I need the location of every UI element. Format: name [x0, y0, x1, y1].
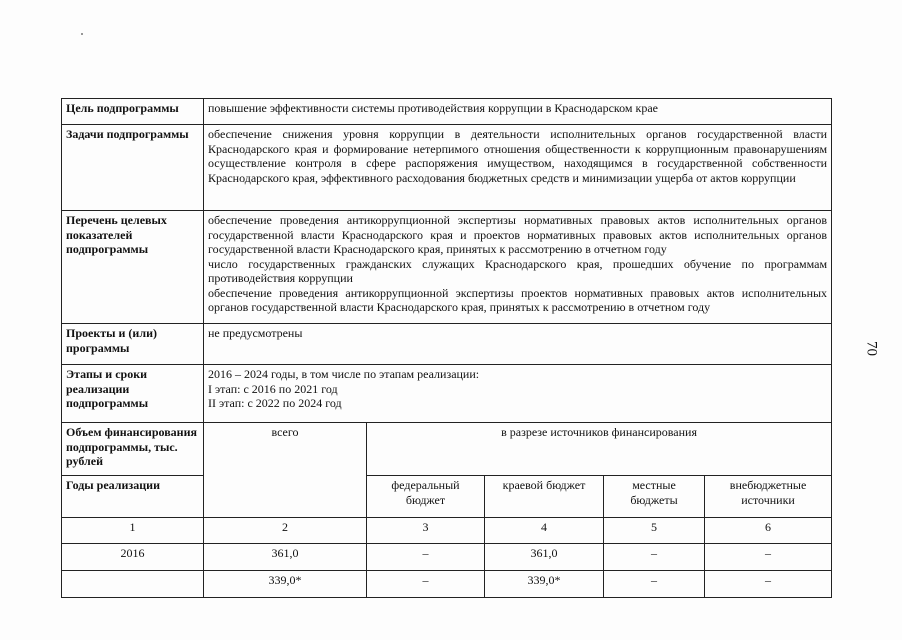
years-label: Годы реализации: [62, 476, 204, 518]
column-number: 5: [604, 518, 705, 544]
subprogram-passport-table: [61, 98, 832, 598]
stages-text: [204, 365, 832, 423]
projects-label: Проекты и (или) программы: [62, 324, 204, 365]
indicators-label: Перечень целевых показателей подпрограммы: [62, 211, 204, 324]
indicator-item: число государственных гражданских служащих Краснодарского края, прошедших обучение по программам противодействия коррупции: [208, 256, 828, 285]
indicator-item: обеспечение проведения антикоррупционной экспертизы нормативных правовых актов исполнительных органов государственной власти Краснодарского края и проектов нормативных правовых актов исполнительных органов государственной власти Краснодарского края, принятых к рассмотрению в отчетном году: [208, 213, 828, 256]
regional-budget-header: краевой бюджет: [485, 476, 604, 518]
funding-subheader-row: [62, 476, 832, 518]
goal-label: Цель подпрограммы: [62, 99, 204, 125]
projects-row: [62, 324, 832, 365]
federal-cell: –: [367, 544, 485, 571]
stages-label: Этапы и сроки реализации подпрограммы: [62, 365, 204, 423]
page-number: 70: [863, 341, 880, 356]
funding-label: Объем финансирования подпрограммы, тыс. рублей: [62, 423, 204, 476]
year-cell: [62, 571, 204, 598]
column-number: 6: [705, 518, 832, 544]
stages-line: 2016 – 2024 годы, в том числе по этапам реализации:: [208, 367, 480, 381]
regional-cell: 339,0*: [485, 571, 604, 598]
indicators-row: [62, 211, 832, 324]
indicator-item: обеспечение проведения антикоррупционной экспертизы проектов нормативных правовых актов исполнительных органов государственной власти Краснодарского края, принятых к рассмотрению в отчетном году: [208, 285, 828, 314]
funding-header-row: [62, 423, 832, 476]
federal-cell: –: [367, 571, 485, 598]
local-budgets-header: местные бюджеты: [604, 476, 705, 518]
column-number: 3: [367, 518, 485, 544]
local-cell: –: [604, 571, 705, 598]
extrabudgetary-cell: –: [705, 571, 832, 598]
local-cell: –: [604, 544, 705, 571]
indicators-text: [204, 211, 832, 324]
column-number: 4: [485, 518, 604, 544]
extrabudgetary-cell: –: [705, 544, 832, 571]
total-header: всего: [204, 423, 367, 518]
column-number: 1: [62, 518, 204, 544]
federal-budget-header: федеральный бюджет: [367, 476, 485, 518]
projects-text: не предусмотрены: [204, 324, 832, 365]
regional-cell: 361,0: [485, 544, 604, 571]
tasks-text: обеспечение снижения уровня коррупции в деятельности исполнительных органов государственной власти Краснодарского края и формирование нетерпимого отношения общественности к коррупционным правонарушениям осуществление контроля в сфере распоряжения имуществом, находящимся в государственной собственности Краснодарского края, эффективного расходования бюджетных средств и минимизации ущерба от актов коррупции: [204, 125, 832, 211]
funding-data-row: [62, 544, 832, 571]
scan-speck: [81, 33, 83, 35]
stages-line: I этап: с 2016 по 2021 год: [208, 381, 338, 396]
tasks-row: [62, 125, 832, 211]
goal-text: повышение эффективности системы противодействия коррупции в Краснодарском крае: [204, 99, 832, 125]
extrabudgetary-header: внебюджетные источники: [705, 476, 832, 518]
stages-row: [62, 365, 832, 423]
column-number: 2: [204, 518, 367, 544]
total-cell: 361,0: [204, 544, 367, 571]
funding-data-row: [62, 571, 832, 598]
tasks-label: Задачи подпрограммы: [62, 125, 204, 211]
sources-header: в разрезе источников финансирования: [367, 423, 832, 476]
year-cell: 2016: [62, 544, 204, 571]
total-cell: 339,0*: [204, 571, 367, 598]
goal-row: [62, 99, 832, 125]
column-numbers-row: [62, 518, 832, 544]
stages-line: II этап: с 2022 по 2024 год: [208, 396, 342, 410]
